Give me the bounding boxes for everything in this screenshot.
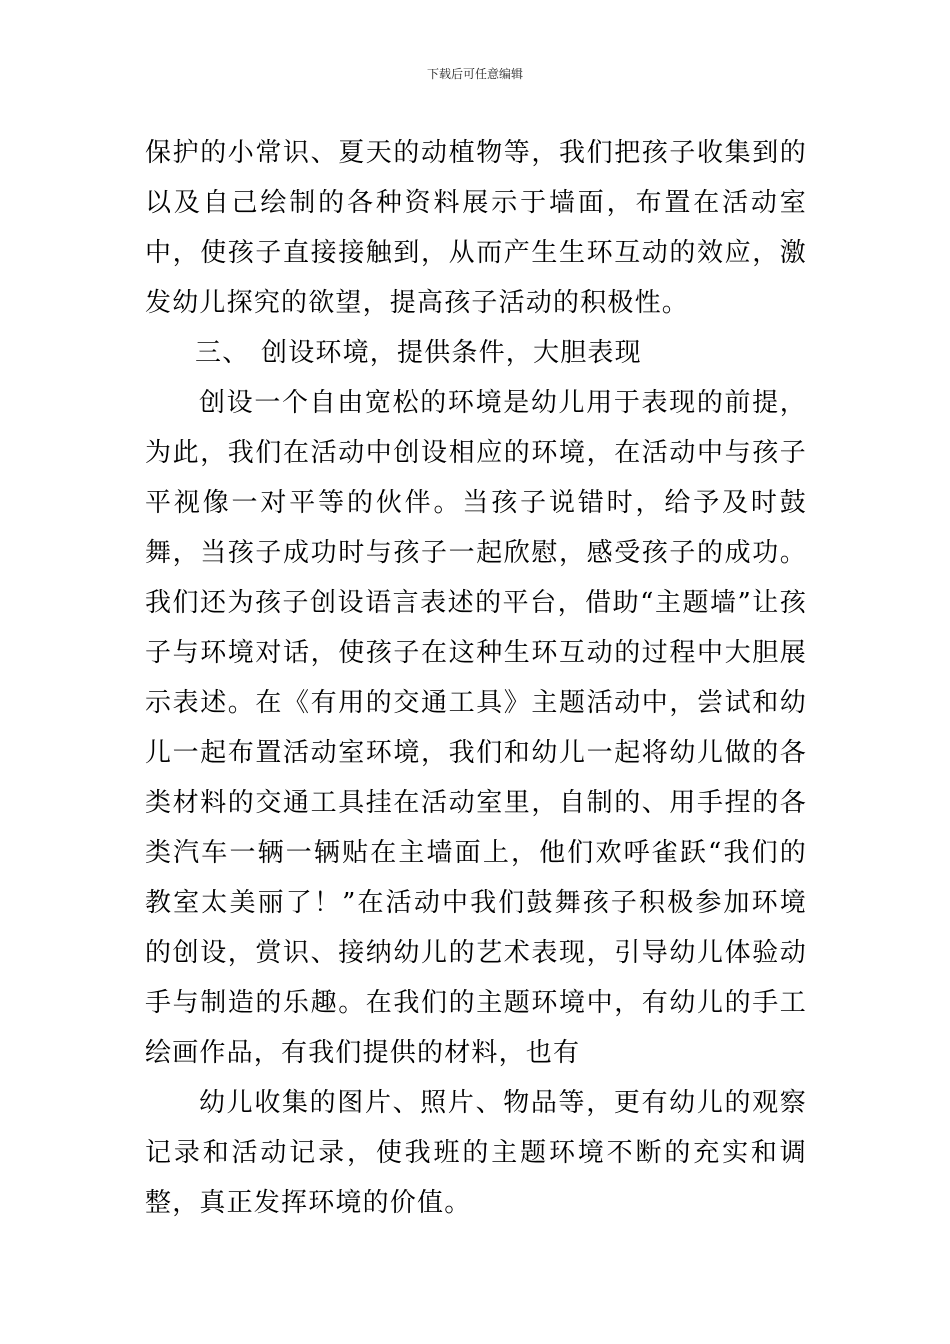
paragraph-3: 幼儿收集的图片、照片、物品等，更有幼儿的观察记录和活动记录，使我班的主题环境不断的充实和调整，真正发挥环境的价值。 (145, 1088, 807, 1218)
section-heading (145, 328, 807, 378)
section-number: 三、 (195, 338, 250, 368)
document-body (145, 128, 807, 1228)
section-title: 创设环境，提供条件，大胆表现 (261, 338, 642, 368)
page-header: 下载后可任意编辑 (426, 67, 523, 81)
paragraph-1: 保护的小常识、夏天的动植物等，我们把孩子收集到的以及自己绘制的各种资料展示于墙面，布置在活动室中，使孩子直接接触到，从而产生生环互动的效应，激发幼儿探究的欲望，提高孩子活动的积极性。 (145, 138, 807, 318)
paragraph-2: 创设一个自由宽松的环境是幼儿用于表现的前提，为此，我们在活动中创设相应的环境，在活动中与孩子平视像一对平等的伙伴。当孩子说错时，给予及时鼓舞，当孩子成功时与孩子一起欣慰，感受孩子的成功。我们还为孩子创设语言表述的平台，借助“主题墙”让孩子与环境对话，使孩子在这种生环互动的过程中大胆展示表述。在《有用的交通工具》主题活动中，尝试和幼儿一起布置活动室环境，我们和幼儿一起将幼儿做的各类材料的交通工具挂在活动室里，自制的、用手捏的各类汽车一辆一辆贴在主墙面上，他们欢呼雀跃“我们的教室太美丽了！”在活动中我们鼓舞孩子积极参加环境的创设，赏识、接纳幼儿的艺术表现，引导幼儿体验动手与制造的乐趣。在我们的主题环境中，有幼儿的手工绘画作品，有我们提供的材料，也有 (145, 388, 807, 1068)
